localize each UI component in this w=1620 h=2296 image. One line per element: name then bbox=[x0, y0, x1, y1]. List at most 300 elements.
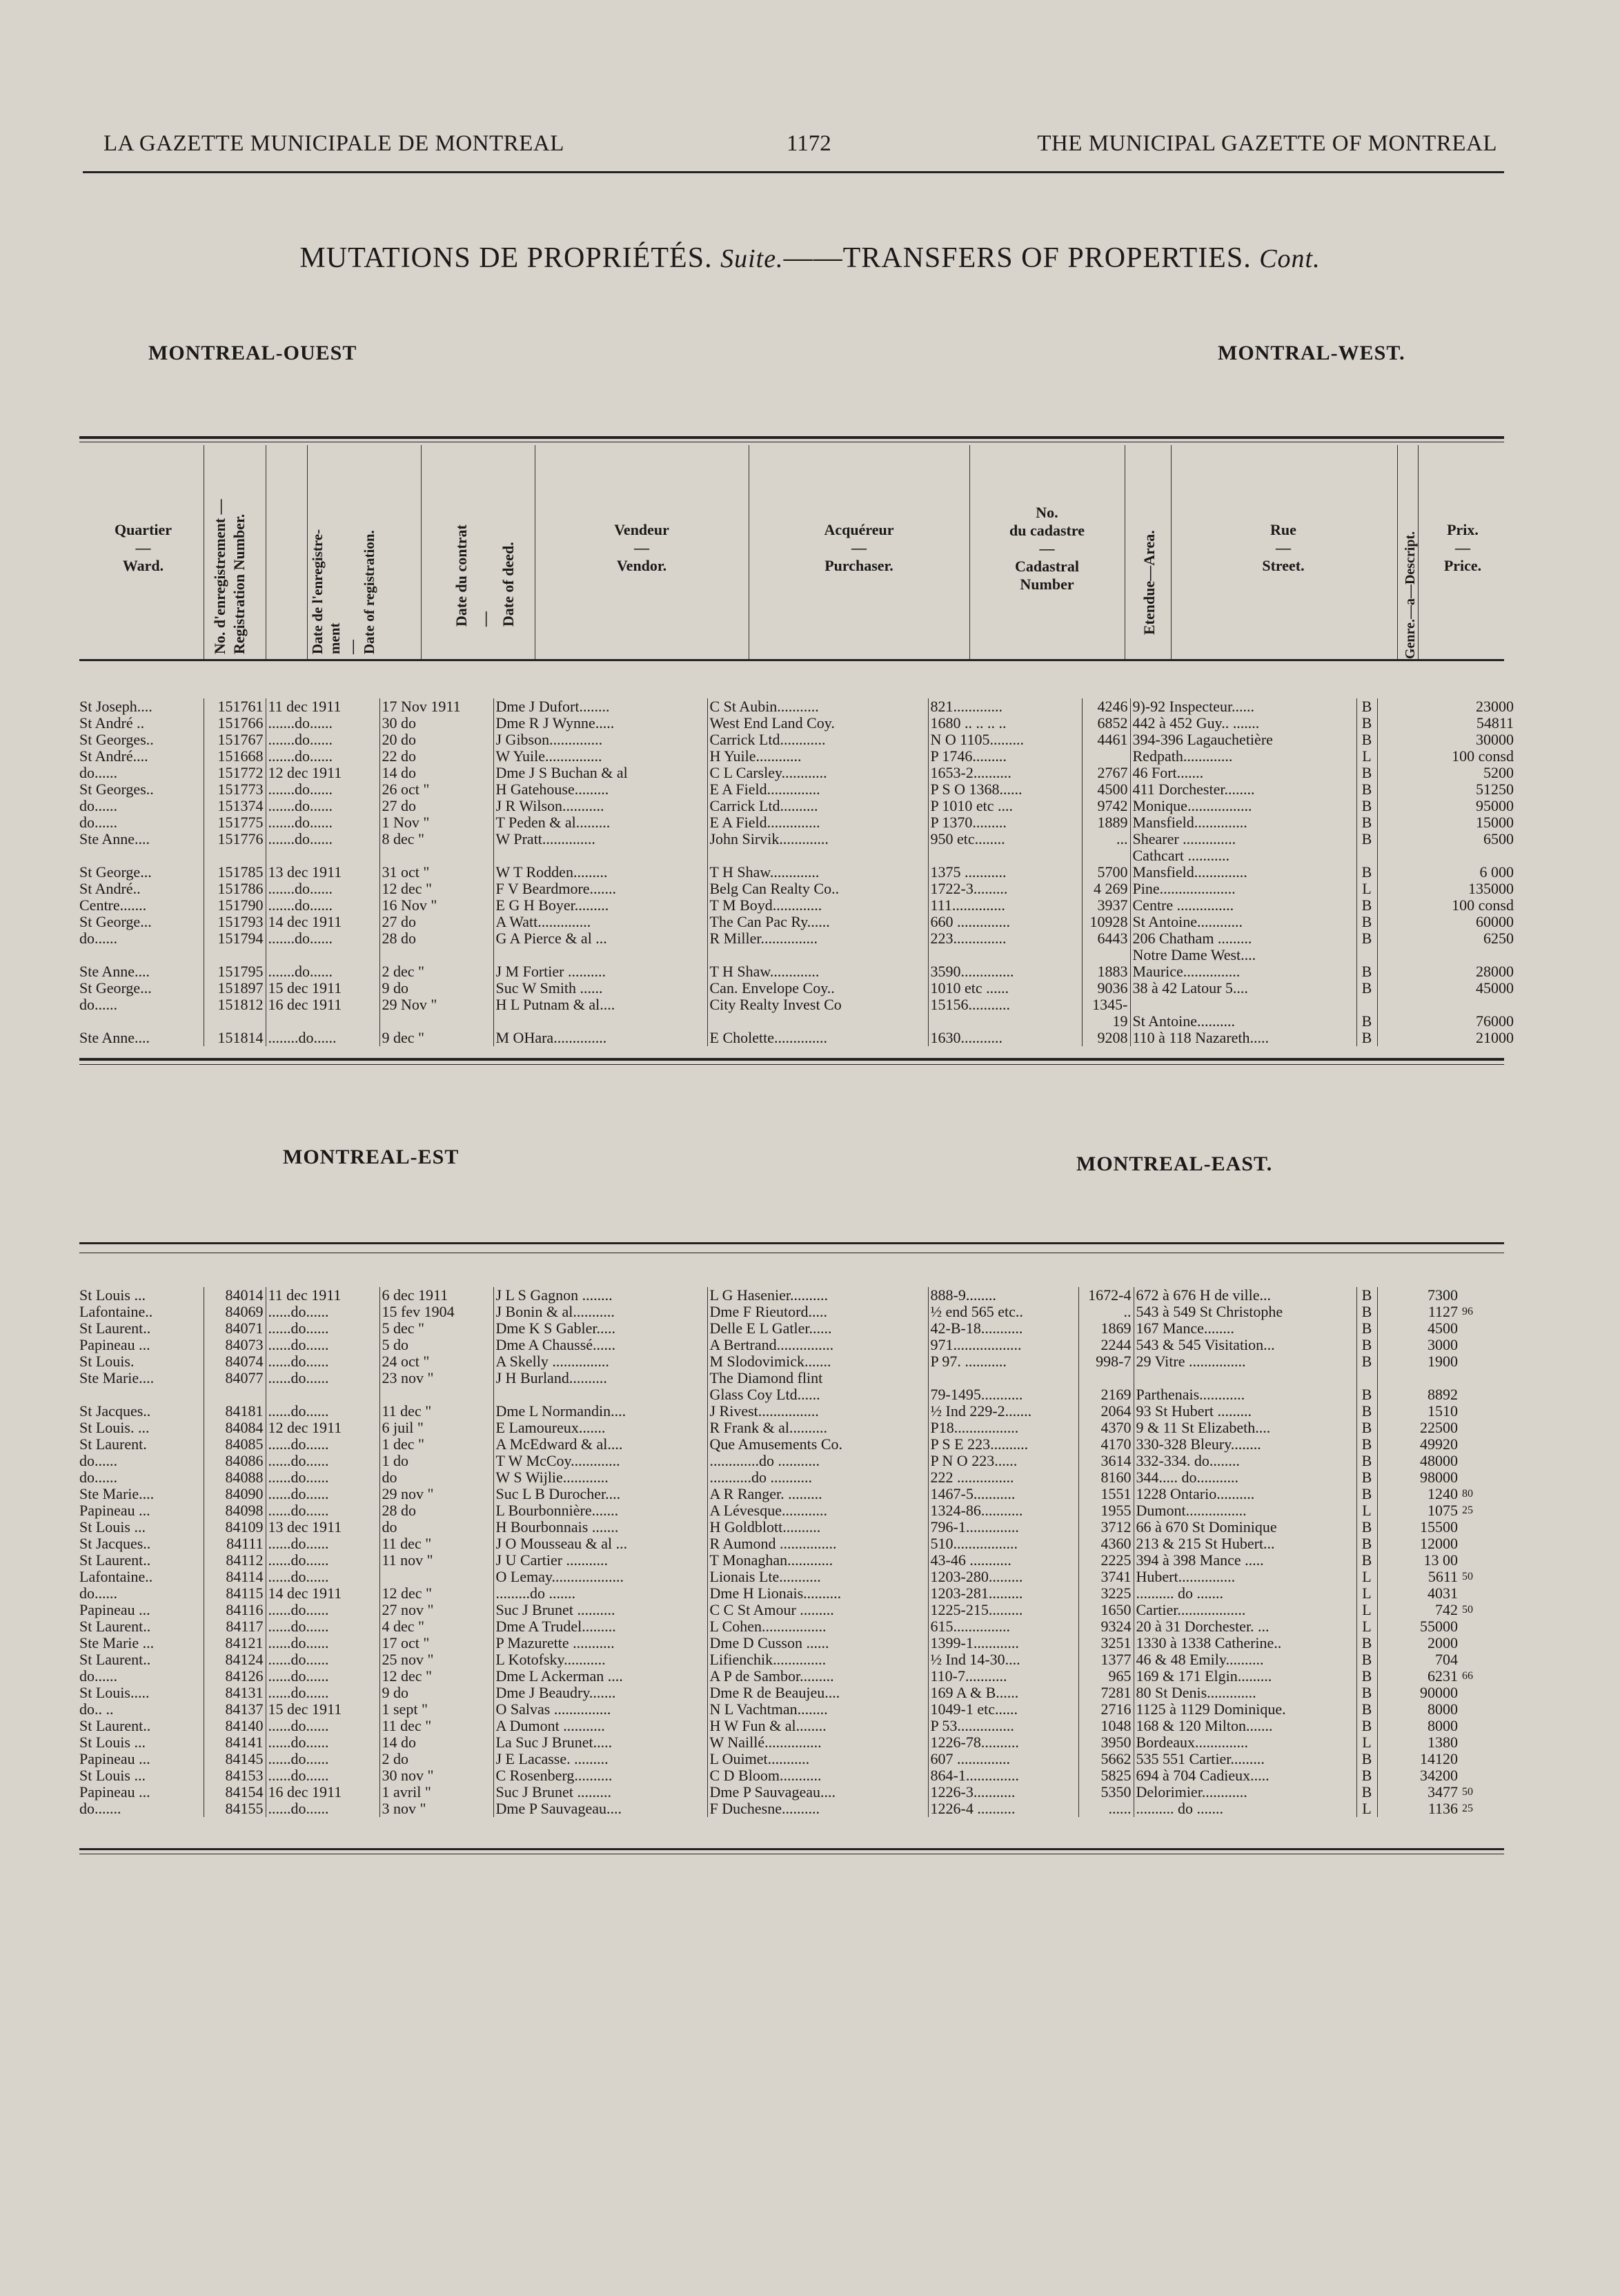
east-cell-purchaser: T Monaghan............ bbox=[707, 1552, 928, 1569]
west-cell-ward: Ste Anne.... bbox=[79, 963, 150, 980]
east-cell-vendor: W S Wijlie............ bbox=[493, 1469, 707, 1486]
east-cell-price-cents bbox=[1460, 1403, 1516, 1420]
west-cell-purchaser: West End Land Coy. bbox=[707, 715, 928, 732]
east-cell-reg-date: ......do...... bbox=[266, 1502, 379, 1519]
col-reg-no: No. d'enregistrement — Registration Number. bbox=[211, 499, 248, 654]
east-cell-ward: Papineau ... bbox=[79, 1751, 150, 1767]
east-cell-reg-date: ......do...... bbox=[266, 1751, 379, 1767]
east-cell-genre: B bbox=[1356, 1685, 1377, 1701]
east-table-row bbox=[77, 1734, 1516, 1751]
east-cell-vendor: J H Burland.......... bbox=[493, 1370, 707, 1386]
east-table-row bbox=[77, 1386, 1516, 1403]
east-cell-cadastral: ½ Ind 229-2....... bbox=[928, 1403, 1078, 1420]
east-cell-purchaser: C C St Amour ......... bbox=[707, 1602, 928, 1618]
west-cell-purchaser bbox=[707, 947, 928, 963]
west-cell-purchaser: Belg Can Realty Co.. bbox=[707, 881, 928, 897]
title-cont: Cont. bbox=[1259, 244, 1321, 273]
east-cell-reg-date bbox=[266, 1386, 379, 1403]
title-en: TRANSFERS OF PROPERTIES. bbox=[842, 242, 1252, 274]
east-cell-cadastral: 79-1495........... bbox=[928, 1386, 1078, 1403]
west-cell-area: 1345- bbox=[1082, 997, 1130, 1013]
west-hdr-vline bbox=[421, 445, 422, 659]
west-table-row bbox=[77, 798, 1516, 814]
east-cell-deed-date bbox=[379, 1569, 493, 1585]
east-cell-ward: St Louis. ... bbox=[79, 1420, 150, 1436]
east-cell-ward: do...... bbox=[79, 1469, 117, 1486]
east-cell-ward: do...... bbox=[79, 1453, 117, 1469]
west-cell-reg-no: 151814 bbox=[204, 1030, 266, 1046]
east-cell-purchaser: H Goldblott.......... bbox=[707, 1519, 928, 1535]
west-cell-cadastral: 111.............. bbox=[928, 897, 1082, 914]
east-cell-purchaser: M Slodovimick....... bbox=[707, 1353, 928, 1370]
west-cell-area: 9742 bbox=[1082, 798, 1130, 814]
west-cell-ward: St André.. bbox=[79, 881, 141, 897]
east-cell-street: .......... do ....... bbox=[1134, 1585, 1356, 1602]
west-cell-reg-date: .......do...... bbox=[266, 814, 379, 831]
west-cell-purchaser bbox=[707, 1013, 928, 1030]
west-cell-street: 46 Fort....... bbox=[1130, 765, 1356, 781]
east-cell-vendor: T W McCoy............. bbox=[493, 1453, 707, 1469]
east-cell-cadastral: 615............... bbox=[928, 1618, 1078, 1635]
east-table-row bbox=[77, 1751, 1516, 1767]
east-cell-price: 15500 bbox=[1377, 1519, 1460, 1535]
east-cell-street: Delorimier............ bbox=[1134, 1784, 1356, 1801]
east-cell-deed-date: 11 dec " bbox=[379, 1403, 493, 1420]
east-cell-area: 2064 bbox=[1078, 1403, 1134, 1420]
east-cell-genre: L bbox=[1356, 1585, 1377, 1602]
east-cell-price: 1900 bbox=[1377, 1353, 1460, 1370]
west-table-row bbox=[77, 748, 1516, 765]
west-header-top-rule bbox=[79, 436, 1504, 439]
header-left-title: LA GAZETTE MUNICIPALE DE MONTREAL bbox=[103, 131, 564, 156]
west-cell-deed-date bbox=[379, 847, 493, 864]
east-cell-reg-no: 84155 bbox=[204, 1801, 266, 1817]
east-cell-purchaser: C D Bloom........... bbox=[707, 1767, 928, 1784]
west-cell-genre: B bbox=[1356, 1013, 1377, 1030]
west-cell-reg-no: 151794 bbox=[204, 930, 266, 947]
east-cell-purchaser: Lifienchik.............. bbox=[707, 1651, 928, 1668]
east-cell-reg-no: 84071 bbox=[204, 1320, 266, 1337]
west-cell-reg-no: 151790 bbox=[204, 897, 266, 914]
east-cell-cadastral: 888-9........ bbox=[928, 1287, 1078, 1304]
east-cell-price-cents bbox=[1460, 1635, 1516, 1651]
east-table-row bbox=[77, 1701, 1516, 1718]
west-cell-cadastral: 3590.............. bbox=[928, 963, 1082, 980]
west-cell-reg-no: 151795 bbox=[204, 963, 266, 980]
east-cell-purchaser: Dme R de Beaujeu.... bbox=[707, 1685, 928, 1701]
east-cell-reg-no: 84090 bbox=[204, 1486, 266, 1502]
east-cell-price: 1510 bbox=[1377, 1403, 1460, 1420]
east-cell-price-cents bbox=[1460, 1453, 1516, 1469]
west-cell-reg-no: 151812 bbox=[204, 997, 266, 1013]
east-cell-street: Bordeaux.............. bbox=[1134, 1734, 1356, 1751]
east-cell-reg-no: 84137 bbox=[204, 1701, 266, 1718]
west-cell-vendor: J R Wilson........... bbox=[493, 798, 707, 814]
west-cell-vendor: E G H Boyer......... bbox=[493, 897, 707, 914]
west-hdr-vline bbox=[1171, 445, 1172, 659]
east-cell-cadastral: P 53............... bbox=[928, 1718, 1078, 1734]
east-cell-genre: B bbox=[1356, 1436, 1377, 1453]
west-cell-purchaser: Can. Envelope Coy.. bbox=[707, 980, 928, 997]
west-cell-price: 28000 bbox=[1377, 963, 1516, 980]
east-transfers-table bbox=[77, 1287, 1516, 1817]
east-cell-ward: St Laurent.. bbox=[79, 1618, 151, 1635]
col-price: Prix. — Price. bbox=[1443, 521, 1482, 574]
east-cell-area: 8160 bbox=[1078, 1469, 1134, 1486]
east-cell-reg-no: 84126 bbox=[204, 1668, 266, 1685]
east-table-row bbox=[77, 1651, 1516, 1668]
east-cell-street: 1125 à 1129 Dominique. bbox=[1134, 1701, 1356, 1718]
east-cell-genre: L bbox=[1356, 1801, 1377, 1817]
east-cell-cadastral: 42-B-18........... bbox=[928, 1320, 1078, 1337]
east-table-row bbox=[77, 1486, 1516, 1502]
east-cell-genre: B bbox=[1356, 1453, 1377, 1469]
east-cell-ward: St Louis ... bbox=[79, 1287, 146, 1304]
west-cell-reg-date: .......do...... bbox=[266, 930, 379, 947]
west-cell-deed-date bbox=[379, 1013, 493, 1030]
west-cell-reg-no: 151766 bbox=[204, 715, 266, 732]
col-cadastral: No. du cadastre — Cadastral Number bbox=[1009, 504, 1085, 593]
east-cell-area: 4170 bbox=[1078, 1436, 1134, 1453]
west-cell-price: 76000 bbox=[1377, 1013, 1516, 1030]
east-cell-ward: do....... bbox=[79, 1801, 121, 1817]
east-cell-price-cents bbox=[1460, 1370, 1516, 1386]
east-cell-vendor: L Kotofsky........... bbox=[493, 1651, 707, 1668]
west-cell-price: 21000 bbox=[1377, 1030, 1516, 1046]
west-cell-deed-date: 1 Nov " bbox=[379, 814, 493, 831]
east-cell-reg-no: 84115 bbox=[204, 1585, 266, 1602]
west-cell-street: Monique................. bbox=[1130, 798, 1356, 814]
east-cell-reg-no: 84069 bbox=[204, 1304, 266, 1320]
east-table-row bbox=[77, 1469, 1516, 1486]
west-cell-purchaser: E A Field.............. bbox=[707, 814, 928, 831]
east-table-row bbox=[77, 1519, 1516, 1535]
west-cell-street: 206 Chatham ......... bbox=[1130, 930, 1356, 947]
west-cell-cadastral: 1653-2.......... bbox=[928, 765, 1082, 781]
east-cell-reg-no: 84117 bbox=[204, 1618, 266, 1635]
east-cell-reg-no: 84014 bbox=[204, 1287, 266, 1304]
east-cell-cadastral: 1226-4 .......... bbox=[928, 1801, 1078, 1817]
col-genre: Genre.—a—Descript. bbox=[1403, 531, 1418, 659]
east-cell-area: 3712 bbox=[1078, 1519, 1134, 1535]
west-cell-ward: St Joseph.... bbox=[79, 698, 152, 715]
east-cell-vendor bbox=[493, 1386, 707, 1403]
east-cell-price-cents bbox=[1460, 1701, 1516, 1718]
east-cell-area: 4360 bbox=[1078, 1535, 1134, 1552]
west-cell-purchaser: T M Boyd............. bbox=[707, 897, 928, 914]
east-cell-purchaser: A Bertrand............... bbox=[707, 1337, 928, 1353]
west-cell-reg-no bbox=[204, 1013, 266, 1030]
east-cell-street: 1228 Ontario.......... bbox=[1134, 1486, 1356, 1502]
east-cell-genre: B bbox=[1356, 1519, 1377, 1535]
west-cell-ward: Centre....... bbox=[79, 897, 147, 914]
east-cell-reg-no: 84074 bbox=[204, 1353, 266, 1370]
west-cell-cadastral: 950 etc........ bbox=[928, 831, 1082, 847]
col-purchaser: Acquéreur — Purchaser. bbox=[824, 521, 894, 574]
east-cell-reg-date: 13 dec 1911 bbox=[266, 1519, 379, 1535]
west-table-row bbox=[77, 980, 1516, 997]
col-street: Rue — Street. bbox=[1262, 521, 1305, 574]
east-cell-genre bbox=[1356, 1370, 1377, 1386]
west-cell-area: 1883 bbox=[1082, 963, 1130, 980]
east-cell-deed-date: 1 do bbox=[379, 1453, 493, 1469]
title-dash: —— bbox=[783, 242, 843, 274]
east-table-row bbox=[77, 1552, 1516, 1569]
west-cell-ward: Ste Anne.... bbox=[79, 831, 150, 847]
col-reg-date: Date de l'enregistre- ment — Date of registration. bbox=[309, 529, 377, 654]
east-cell-ward: Ste Marie ... bbox=[79, 1635, 155, 1651]
east-cell-cadastral: 1467-5........... bbox=[928, 1486, 1078, 1502]
west-cell-area bbox=[1082, 748, 1130, 765]
east-table-row bbox=[77, 1370, 1516, 1386]
east-cell-deed-date: 29 nov " bbox=[379, 1486, 493, 1502]
east-cell-vendor: C Rosenberg.......... bbox=[493, 1767, 707, 1784]
west-cell-vendor: Dme J Dufort........ bbox=[493, 698, 707, 715]
west-cell-purchaser bbox=[707, 847, 928, 864]
col-vendor: Vendeur — Vendor. bbox=[614, 521, 669, 574]
west-cell-reg-date: .......do...... bbox=[266, 798, 379, 814]
west-cell-purchaser: T H Shaw............. bbox=[707, 864, 928, 881]
east-cell-price: 2000 bbox=[1377, 1635, 1460, 1651]
east-cell-vendor: Suc L B Durocher.... bbox=[493, 1486, 707, 1502]
east-cell-reg-no: 84109 bbox=[204, 1519, 266, 1535]
east-cell-street: 344..... do........... bbox=[1134, 1469, 1356, 1486]
east-cell-price: 1075 bbox=[1377, 1502, 1460, 1519]
east-table-row bbox=[77, 1353, 1516, 1370]
east-cell-ward: St Louis. bbox=[79, 1353, 135, 1370]
west-table-row bbox=[77, 897, 1516, 914]
east-cell-genre: B bbox=[1356, 1386, 1377, 1403]
west-cell-price: 60000 bbox=[1377, 914, 1516, 930]
east-cell-genre: L bbox=[1356, 1618, 1377, 1635]
east-cell-price: 98000 bbox=[1377, 1469, 1460, 1486]
east-cell-cadastral: 1049-1 etc...... bbox=[928, 1701, 1078, 1718]
east-cell-street: 543 & 545 Visitation... bbox=[1134, 1337, 1356, 1353]
west-cell-price: 45000 bbox=[1377, 980, 1516, 997]
east-cell-reg-no: 84153 bbox=[204, 1767, 266, 1784]
east-cell-price: 14120 bbox=[1377, 1751, 1460, 1767]
east-cell-purchaser: ...........do ........... bbox=[707, 1469, 928, 1486]
west-label-en: MONTRAL-WEST. bbox=[1218, 342, 1405, 364]
west-cell-genre: B bbox=[1356, 980, 1377, 997]
east-cell-reg-date: ......do...... bbox=[266, 1436, 379, 1453]
east-cell-vendor: J O Mousseau & al ... bbox=[493, 1535, 707, 1552]
east-cell-cadastral: P18................. bbox=[928, 1420, 1078, 1436]
west-cell-area: 9036 bbox=[1082, 980, 1130, 997]
east-cell-reg-date: ......do...... bbox=[266, 1552, 379, 1569]
east-cell-vendor: Dme P Sauvageau.... bbox=[493, 1801, 707, 1817]
east-cell-price-cents bbox=[1460, 1436, 1516, 1453]
header-rule bbox=[83, 171, 1504, 173]
west-cell-ward: do...... bbox=[79, 765, 117, 781]
east-cell-price-cents bbox=[1460, 1287, 1516, 1304]
east-cell-reg-no: 84140 bbox=[204, 1718, 266, 1734]
east-cell-ward: St Louis ... bbox=[79, 1767, 146, 1784]
east-cell-cadastral: ½ end 565 etc.. bbox=[928, 1304, 1078, 1320]
west-cell-purchaser: C St Aubin........... bbox=[707, 698, 928, 715]
east-cell-deed-date: 4 dec " bbox=[379, 1618, 493, 1635]
west-cell-area: 9208 bbox=[1082, 1030, 1130, 1046]
east-bottom-rule bbox=[79, 1848, 1504, 1850]
west-cell-price bbox=[1377, 947, 1516, 963]
west-cell-reg-no: 151775 bbox=[204, 814, 266, 831]
west-table-row bbox=[77, 963, 1516, 980]
east-cell-vendor: Dme J Beaudry....... bbox=[493, 1685, 707, 1701]
east-cell-price-cents: 66 bbox=[1462, 1670, 1473, 1682]
east-cell-vendor: O Salvas ............... bbox=[493, 1701, 707, 1718]
west-cell-vendor: T Peden & al......... bbox=[493, 814, 707, 831]
west-cell-cadastral: N O 1105......... bbox=[928, 732, 1082, 748]
west-cell-cadastral: P 1746......... bbox=[928, 748, 1082, 765]
west-cell-vendor: Dme R J Wynne..... bbox=[493, 715, 707, 732]
west-cell-area: 3937 bbox=[1082, 897, 1130, 914]
west-cell-genre: B bbox=[1356, 814, 1377, 831]
west-cell-purchaser: City Realty Invest Co bbox=[707, 997, 928, 1013]
east-cell-area: 1650 bbox=[1078, 1602, 1134, 1618]
west-cell-area: 4500 bbox=[1082, 781, 1130, 798]
west-cell-area: 4 269 bbox=[1082, 881, 1130, 897]
east-table-row bbox=[77, 1337, 1516, 1353]
east-cell-reg-no: 84098 bbox=[204, 1502, 266, 1519]
east-cell-reg-date: 15 dec 1911 bbox=[266, 1701, 379, 1718]
west-cell-ward: do...... bbox=[79, 814, 117, 831]
west-cell-deed-date: 28 do bbox=[379, 930, 493, 947]
east-cell-ward: Papineau ... bbox=[79, 1502, 150, 1519]
east-cell-street: 46 & 48 Emily.......... bbox=[1134, 1651, 1356, 1668]
east-cell-genre: L bbox=[1356, 1602, 1377, 1618]
west-cell-vendor: H L Putnam & al.... bbox=[493, 997, 707, 1013]
east-cell-ward: St Jacques.. bbox=[79, 1535, 151, 1552]
east-cell-reg-date: ......do...... bbox=[266, 1353, 379, 1370]
east-cell-vendor: Dme A Chaussé...... bbox=[493, 1337, 707, 1353]
east-cell-ward: St Laurent.. bbox=[79, 1552, 151, 1569]
east-cell-price: 48000 bbox=[1377, 1453, 1460, 1469]
east-table-row bbox=[77, 1618, 1516, 1635]
west-cell-reg-date: .......do...... bbox=[266, 897, 379, 914]
east-cell-street: 93 St Hubert ......... bbox=[1134, 1403, 1356, 1420]
west-cell-price: 100 consd bbox=[1377, 897, 1516, 914]
west-cell-purchaser: C L Carsley............ bbox=[707, 765, 928, 781]
east-cell-ward: Ste Marie.... bbox=[79, 1486, 155, 1502]
west-cell-purchaser: E A Field.............. bbox=[707, 781, 928, 798]
west-cell-reg-no: 151772 bbox=[204, 765, 266, 781]
east-table-row bbox=[77, 1502, 1516, 1519]
col-deed-date: Date du contrat — Date of deed. bbox=[453, 524, 517, 627]
west-table-row bbox=[77, 947, 1516, 963]
west-cell-vendor: F V Beardmore....... bbox=[493, 881, 707, 897]
east-cell-area: 1869 bbox=[1078, 1320, 1134, 1337]
east-table-row bbox=[77, 1304, 1516, 1320]
west-cell-deed-date: 22 do bbox=[379, 748, 493, 765]
west-cell-price: 23000 bbox=[1377, 698, 1516, 715]
east-cell-area: 1048 bbox=[1078, 1718, 1134, 1734]
east-cell-area: 3225 bbox=[1078, 1585, 1134, 1602]
west-cell-reg-date bbox=[266, 1013, 379, 1030]
east-cell-reg-date: 16 dec 1911 bbox=[266, 1784, 379, 1801]
east-cell-reg-date: 12 dec 1911 bbox=[266, 1420, 379, 1436]
east-cell-area: 2225 bbox=[1078, 1552, 1134, 1569]
east-cell-cadastral: 1226-3........... bbox=[928, 1784, 1078, 1801]
east-cell-price: 22500 bbox=[1377, 1420, 1460, 1436]
east-cell-street: Cartier.................. bbox=[1134, 1602, 1356, 1618]
west-cell-purchaser: John Sirvik............. bbox=[707, 831, 928, 847]
west-cell-genre: L bbox=[1356, 881, 1377, 897]
east-table-row bbox=[77, 1420, 1516, 1436]
west-cell-ward: St André.... bbox=[79, 748, 148, 765]
east-cell-price-cents bbox=[1460, 1585, 1516, 1602]
east-table-row bbox=[77, 1585, 1516, 1602]
west-cell-vendor: G A Pierce & al ... bbox=[493, 930, 707, 947]
east-cell-purchaser: F Duchesne.......... bbox=[707, 1801, 928, 1817]
east-cell-area: 1377 bbox=[1078, 1651, 1134, 1668]
east-cell-ward: St Laurent.. bbox=[79, 1651, 151, 1668]
west-table-row bbox=[77, 831, 1516, 847]
east-cell-area: 1672-4 bbox=[1078, 1287, 1134, 1304]
east-cell-reg-no: 84111 bbox=[204, 1535, 266, 1552]
east-cell-ward: Papineau ... bbox=[79, 1784, 150, 1801]
east-cell-vendor: J E Lacasse. ......... bbox=[493, 1751, 707, 1767]
east-cell-genre: B bbox=[1356, 1701, 1377, 1718]
east-cell-reg-date: ......do...... bbox=[266, 1685, 379, 1701]
east-cell-ward: St Laurent.. bbox=[79, 1718, 151, 1734]
east-cell-deed-date: 11 dec " bbox=[379, 1718, 493, 1734]
west-cell-genre bbox=[1356, 997, 1377, 1013]
west-cell-reg-no: 151761 bbox=[204, 698, 266, 715]
east-cell-area: 3950 bbox=[1078, 1734, 1134, 1751]
east-table-row bbox=[77, 1801, 1516, 1817]
west-cell-reg-date: .......do...... bbox=[266, 715, 379, 732]
east-cell-price: 3477 bbox=[1377, 1784, 1460, 1801]
west-cell-price: 135000 bbox=[1377, 881, 1516, 897]
east-table-row bbox=[77, 1718, 1516, 1734]
east-table-row bbox=[77, 1685, 1516, 1701]
east-cell-ward: Papineau ... bbox=[79, 1337, 150, 1353]
header-right-title: THE MUNICIPAL GAZETTE OF MONTREAL bbox=[1037, 131, 1497, 156]
east-cell-street: 672 à 676 H de ville... bbox=[1134, 1287, 1356, 1304]
east-cell-genre: L bbox=[1356, 1569, 1377, 1585]
east-cell-deed-date: 27 nov " bbox=[379, 1602, 493, 1618]
east-cell-purchaser: Dme P Sauvageau.... bbox=[707, 1784, 928, 1801]
east-cell-price: 704 bbox=[1377, 1651, 1460, 1668]
west-cell-reg-date: 13 dec 1911 bbox=[266, 864, 379, 881]
east-cell-reg-no: 84124 bbox=[204, 1651, 266, 1668]
west-cell-purchaser: Carrick Ltd.......... bbox=[707, 798, 928, 814]
east-cell-area: 5662 bbox=[1078, 1751, 1134, 1767]
east-cell-area: 5350 bbox=[1078, 1784, 1134, 1801]
east-cell-purchaser: Que Amusements Co. bbox=[707, 1436, 928, 1453]
east-cell-ward: St Louis ... bbox=[79, 1519, 146, 1535]
east-cell-price: 12000 bbox=[1377, 1535, 1460, 1552]
east-cell-price-cents bbox=[1460, 1718, 1516, 1734]
east-cell-cadastral: P N O 223...... bbox=[928, 1453, 1078, 1469]
west-cell-vendor: A Watt.............. bbox=[493, 914, 707, 930]
east-cell-price: 1240 bbox=[1377, 1486, 1460, 1502]
west-cell-area: 10928 bbox=[1082, 914, 1130, 930]
east-cell-cadastral bbox=[928, 1370, 1078, 1386]
west-cell-reg-date: .......do...... bbox=[266, 881, 379, 897]
west-label-fr: MONTREAL-OUEST bbox=[148, 342, 357, 364]
west-cell-area bbox=[1082, 847, 1130, 864]
west-hdr-vline bbox=[1418, 445, 1419, 659]
east-cell-area: 5825 bbox=[1078, 1767, 1134, 1784]
east-cell-ward: do.. .. bbox=[79, 1701, 114, 1718]
east-cell-deed-date: 23 nov " bbox=[379, 1370, 493, 1386]
west-cell-deed-date: 31 oct " bbox=[379, 864, 493, 881]
east-cell-ward bbox=[77, 1386, 204, 1403]
west-cell-cadastral bbox=[928, 947, 1082, 963]
west-cell-deed-date: 27 do bbox=[379, 798, 493, 814]
west-cell-genre: B bbox=[1356, 914, 1377, 930]
